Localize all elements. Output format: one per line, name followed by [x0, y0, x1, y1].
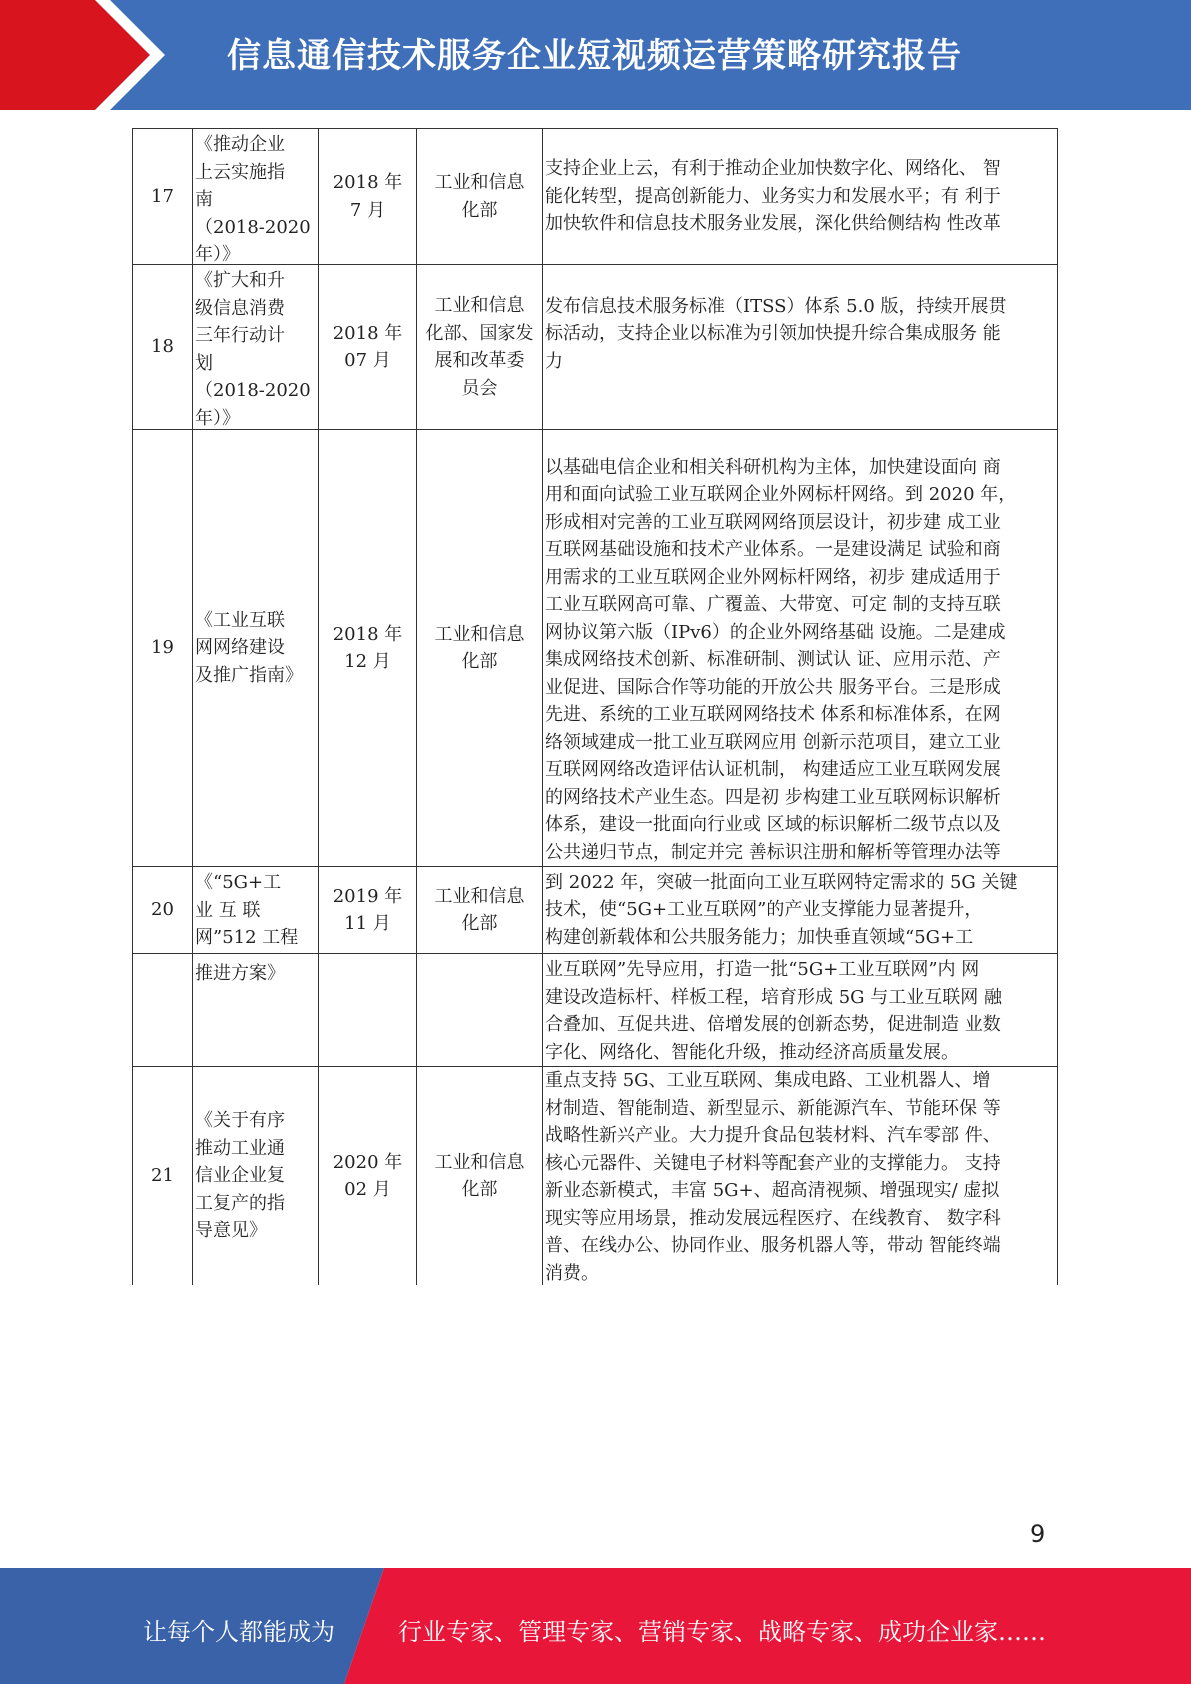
row-number: 19	[132, 430, 192, 866]
policy-description: 到 2022 年，突破一批面向工业互联网特定需求的 5G 关键 技术，使“5G+工业互联网”的产业支撑能力显著提升， 构建创新载体和公共服务能力；加快垂直领域“5G+工	[542, 867, 1058, 953]
issuing-department: 工业和信息 化部	[416, 867, 542, 953]
issue-date: 2019 年 11 月	[318, 867, 416, 953]
issue-date: 2018 年 07 月	[318, 265, 416, 429]
policy-description: 重点支持 5G、工业互联网、集成电路、工业机器人、增 材制造、智能制造、新型显示、新能源汽车、节能环保 等 战略性新兴产业。大力提升食品包装材料、汽车零部 件、 核心元器件、关键电子材料等配套产业的支撑能力。 支持 新业态新模式，丰富 5G+、超高清视频、增强现实/ 虚拟 现实等应用场景，推动发展远程医疗、在线教育、 数字科 普、在线办公、协同作业、服务机器人等，带动 智能终端 消费。	[542, 1067, 1058, 1285]
policy-name: 《关于有序 推动工业通 信业企业复 工复产的指 导意见》	[192, 1067, 318, 1285]
policy-name: 《推动企业 上云实施指 南 （2018-2020 年）》	[192, 128, 318, 264]
issue-date: 2018 年 12 月	[318, 430, 416, 866]
policy-description: 以基础电信企业和相关科研机构为主体，加快建设面向 商 用和面向试验工业互联网企业外网标杆网络。到 2020 年， 形成相对完善的工业互联网网络顶层设计，初步建 成工业 互联网基础设施和技术产业体系。一是建设满足 试验和商 用需求的工业互联网企业外网标杆网络，初步 建成适用于 工业互联网高可靠、广覆盖、大带宽、可定 制的支持互联 网协议第六版（IPv6）的企业外网络基础 设施。二是建成 集成网络技术创新、标准研制、测试认 证、应用示范、产 业促进、国际合作等功能的开放公共 服务平台。三是形成 先进、系统的工业互联网网络技术 体系和标准体系，在网 络领域建成一批工业互联网应用 创新示范项目，建立工业 互联网网络改造评估认证机制， 构建适应工业互联网发展 的网络技术产业生态。四是初 步构建工业互联网标识解析 体系，建设一批面向行业或 区域的标识解析二级节点以及 公共递归节点，制定并完 善标识注册和解析等管理办法等	[542, 430, 1058, 866]
issue-date	[318, 954, 416, 1066]
table-row	[132, 128, 1058, 265]
policy-name: 《“5G+工 业 互 联 网”512 工程	[192, 867, 318, 953]
footer-slogan-right: 行业专家、管理专家、营销专家、战略专家、成功企业家……	[398, 1618, 1046, 1646]
row-number: 18	[132, 265, 192, 429]
issuing-department: 工业和信息 化部、国家发 展和改革委 员会	[416, 265, 542, 429]
row-number: 21	[132, 1067, 192, 1285]
report-title: 信息通信技术服务企业短视频运营策略研究报告	[227, 36, 962, 76]
table-row	[132, 430, 1058, 867]
issuing-department: 工业和信息 化部	[416, 128, 542, 264]
issuing-department: 工业和信息 化部	[416, 430, 542, 866]
policy-description: 业互联网”先导应用，打造一批“5G+工业互联网”内 网 建设改造标杆、样板工程，培育形成 5G 与工业互联网 融 合叠加、互促共进、倍增发展的创新态势，促进制造 业数 字化、网络化、智能化升级，推动经济高质量发展。	[542, 954, 1058, 1066]
table-row	[132, 265, 1058, 430]
row-number: 20	[132, 867, 192, 953]
footer-slogan-left: 让每个人都能成为	[143, 1618, 335, 1646]
row-number: 17	[132, 128, 192, 264]
issue-date: 2020 年 02 月	[318, 1067, 416, 1285]
policy-description: 支持企业上云，有利于推动企业加快数字化、网络化、 智 能化转型，提高创新能力、业务实力和发展水平；有 利于 加快软件和信息技术服务业发展，深化供给侧结构 性改革	[542, 128, 1058, 264]
issuing-department	[416, 954, 542, 1066]
page-header	[0, 0, 1191, 110]
policy-description: 发布信息技术服务标准（ITSS）体系 5.0 版，持续开展贯 标活动，支持企业以标准为引领加快提升综合集成服务 能 力	[542, 265, 1058, 429]
page-footer	[0, 1568, 1191, 1684]
policy-name: 《扩大和升 级信息消费 三年行动计 划 （2018-2020 年）》	[192, 265, 318, 429]
row-number	[132, 954, 192, 1066]
issue-date: 2018 年 7 月	[318, 128, 416, 264]
policy-name: 推进方案》	[192, 954, 318, 1066]
table-row	[132, 867, 1058, 954]
policy-name: 《工业互联 网网络建设 及推广指南》	[192, 430, 318, 866]
page-number: 9	[1030, 1520, 1046, 1548]
table-row	[132, 954, 1058, 1067]
issuing-department: 工业和信息 化部	[416, 1067, 542, 1285]
policy-table	[132, 128, 1058, 1285]
table-row	[132, 1067, 1058, 1285]
